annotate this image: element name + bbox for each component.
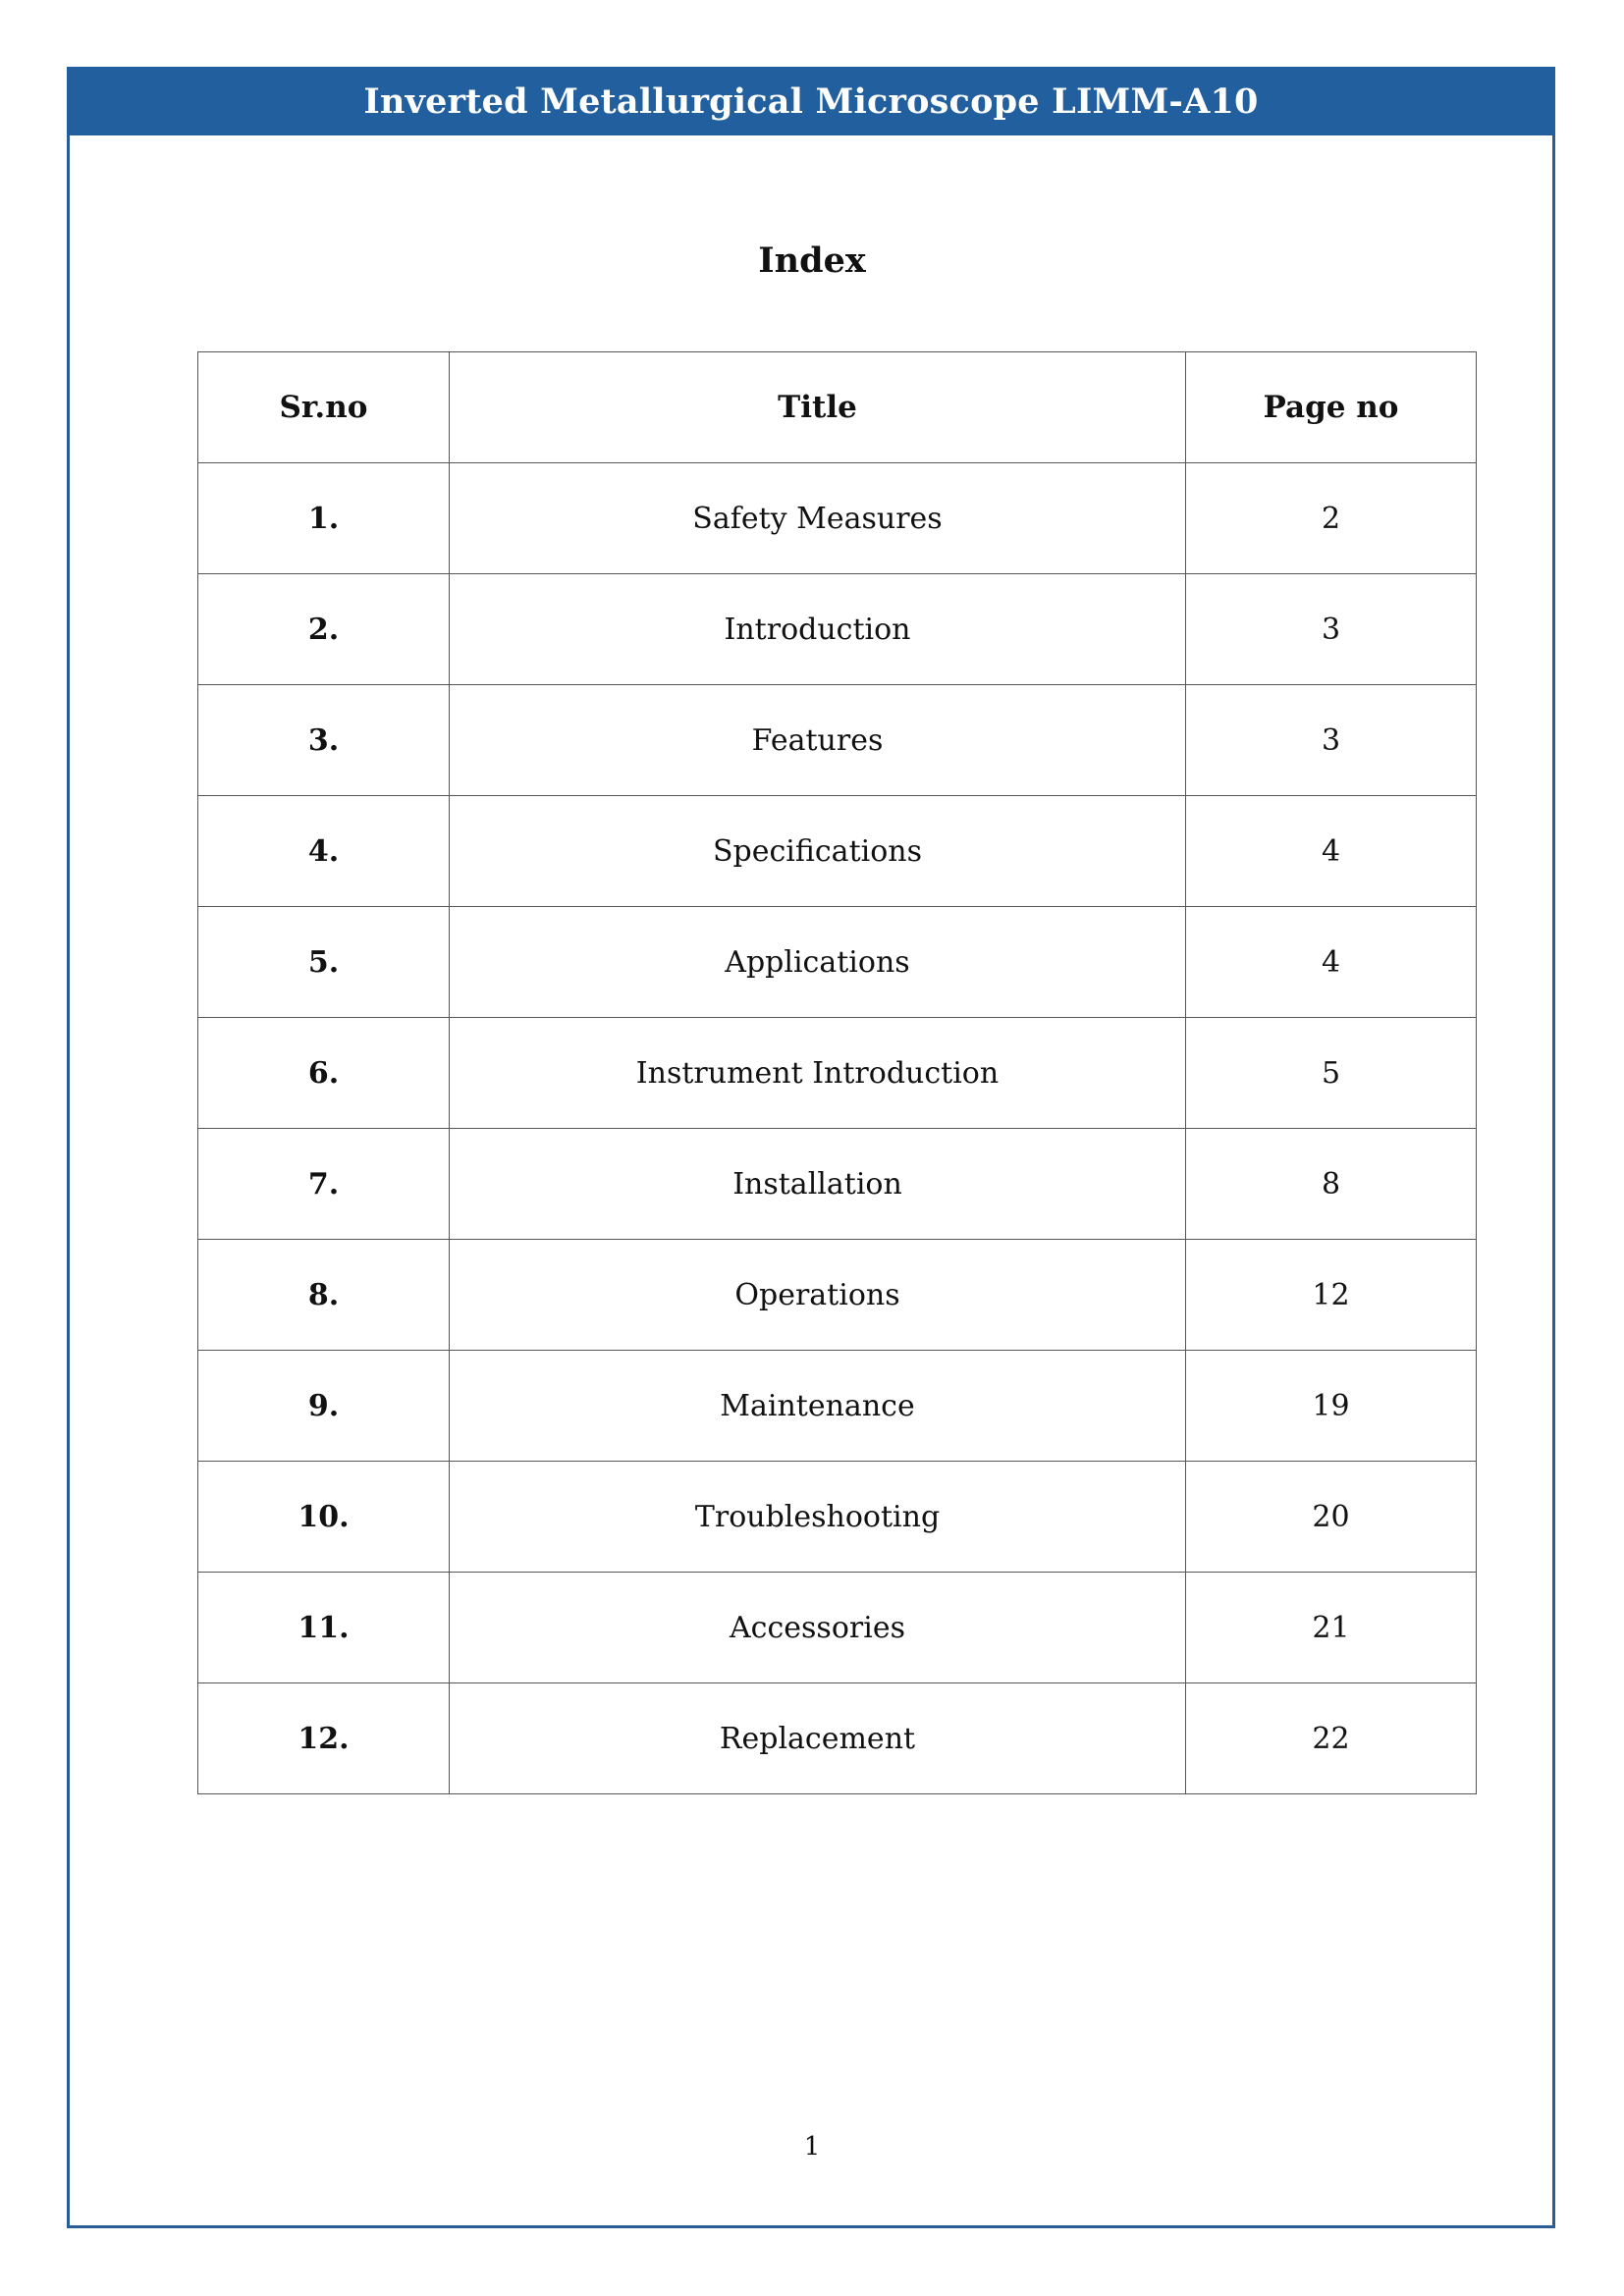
table-row (198, 907, 1477, 1018)
row-title: Maintenance (450, 1351, 1186, 1462)
column-header-srno: Sr.no (198, 352, 450, 463)
row-page: 3 (1186, 685, 1477, 796)
row-page: 3 (1186, 574, 1477, 685)
row-title: Applications (450, 907, 1186, 1018)
table-row (198, 1018, 1477, 1129)
row-page: 8 (1186, 1129, 1477, 1240)
row-number: 11. (198, 1573, 450, 1683)
row-title: Installation (450, 1129, 1186, 1240)
row-number: 3. (198, 685, 450, 796)
row-title: Accessories (450, 1573, 1186, 1683)
row-number: 1. (198, 463, 450, 574)
row-number: 10. (198, 1462, 450, 1573)
row-title: Features (450, 685, 1186, 796)
row-page: 22 (1186, 1683, 1477, 1794)
table-row (198, 1240, 1477, 1351)
table-row (198, 1462, 1477, 1573)
table-header-row (198, 352, 1477, 463)
row-number: 7. (198, 1129, 450, 1240)
row-number: 8. (198, 1240, 450, 1351)
row-number: 12. (198, 1683, 450, 1794)
table-row (198, 1129, 1477, 1240)
table-row (198, 574, 1477, 685)
page-number: 1 (803, 2132, 821, 2162)
index-table (197, 351, 1477, 1794)
row-page: 4 (1186, 796, 1477, 907)
row-title: Replacement (450, 1683, 1186, 1794)
row-title: Operations (450, 1240, 1186, 1351)
row-number: 6. (198, 1018, 450, 1129)
row-title: Specifications (450, 796, 1186, 907)
table-row (198, 1573, 1477, 1683)
index-heading: Index (758, 240, 866, 281)
document-header (67, 67, 1555, 135)
row-page: 21 (1186, 1573, 1477, 1683)
row-title: Introduction (450, 574, 1186, 685)
column-header-title: Title (450, 352, 1186, 463)
row-title: Troubleshooting (450, 1462, 1186, 1573)
table-row (198, 796, 1477, 907)
row-title: Safety Measures (450, 463, 1186, 574)
table-row (198, 685, 1477, 796)
row-page: 5 (1186, 1018, 1477, 1129)
table-row (198, 463, 1477, 574)
table-row (198, 1683, 1477, 1794)
column-header-page: Page no (1186, 352, 1477, 463)
row-number: 5. (198, 907, 450, 1018)
row-page: 4 (1186, 907, 1477, 1018)
row-number: 9. (198, 1351, 450, 1462)
row-page: 12 (1186, 1240, 1477, 1351)
row-number: 2. (198, 574, 450, 685)
row-title: Instrument Introduction (450, 1018, 1186, 1129)
document-title: Inverted Metallurgical Microscope LIMM-A10 (363, 80, 1259, 122)
row-page: 20 (1186, 1462, 1477, 1573)
table-row (198, 1351, 1477, 1462)
row-page: 2 (1186, 463, 1477, 574)
row-number: 4. (198, 796, 450, 907)
row-page: 19 (1186, 1351, 1477, 1462)
